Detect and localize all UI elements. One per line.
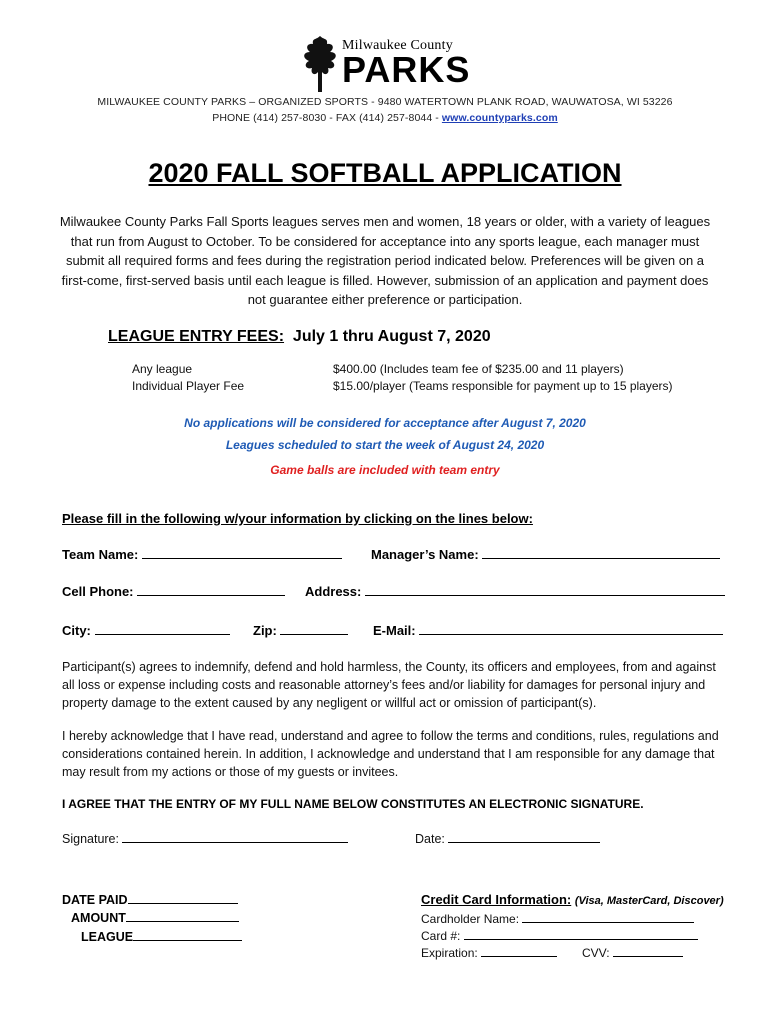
intro-paragraph: Milwaukee County Parks Fall Sports leagues serves men and women, 18 years or older, with a variety of leagues that run from August to October. To be considered for acceptance into any sports league, each manager must submit all required forms and fees during the registration period indicated below. Preferences will be given on a first-come, first-served basis until each league is filled. However, submission of an application and payment does not guarantee either preference or participation. <box>59 214 711 308</box>
date-paid-label: DATE PAID <box>62 893 128 907</box>
city-input[interactable] <box>95 623 230 635</box>
signature-input[interactable] <box>122 831 348 843</box>
team-name-input[interactable] <box>142 547 342 559</box>
website-link[interactable]: www.countyparks.com <box>441 112 558 124</box>
cardholder-label: Cardholder Name: <box>421 912 520 926</box>
city-field <box>62 623 230 638</box>
game-balls-note: Game balls are included with team entry <box>270 463 500 477</box>
fee-label-player: Individual Player Fee <box>132 379 245 393</box>
email-input[interactable] <box>419 623 723 635</box>
phone-fax-text: PHONE (414) 257-8030 - FAX (414) 257-8044 - <box>212 112 442 124</box>
form-instructions: Please fill in the following w/your information by clicking on the lines below: <box>62 511 533 526</box>
address-line: MILWAUKEE COUNTY PARKS – ORGANIZED SPORTS - 9480 WATERTOWN PLANK ROAD, WAUWATOSA, WI 53226 <box>97 96 673 108</box>
fee-value-player: $15.00/player (Teams responsible for payment up to 15 players) <box>333 379 673 393</box>
date-paid-input[interactable] <box>128 892 238 904</box>
deadline-note: No applications will be considered for acceptance after August 7, 2020 <box>184 416 586 430</box>
esignature-statement: I AGREE THAT THE ENTRY OF MY FULL NAME BELOW CONSTITUTES AN ELECTRONIC SIGNATURE. <box>62 797 644 811</box>
cvv-label: CVV: <box>582 946 610 960</box>
team-name-label: Team Name: <box>62 547 139 562</box>
amount-input[interactable] <box>126 910 239 922</box>
zip-label: Zip: <box>253 623 277 638</box>
cell-phone-field <box>62 584 285 599</box>
card-number-label: Card #: <box>421 929 461 943</box>
signature-label: Signature: <box>62 832 119 846</box>
credit-card-heading-label: Credit Card Information: <box>421 892 572 907</box>
cardholder-field <box>421 911 694 926</box>
cell-phone-label: Cell Phone: <box>62 584 134 599</box>
fees-dates: July 1 thru August 7, 2020 <box>292 328 491 345</box>
phone-line <box>0 112 770 124</box>
acknowledge-paragraph: I hereby acknowledge that I have read, understand and agree to follow the terms and conditions, rules, regulations and considerations contained herein. In addition, I acknowledge and understand that I am responsible for any damage that may result from my actions or those of my guests or invitees. <box>62 729 719 779</box>
league-label: LEAGUE <box>81 930 134 944</box>
parks-logo <box>300 34 470 96</box>
zip-field <box>253 623 348 638</box>
email-field <box>373 623 723 638</box>
manager-name-field <box>371 547 720 562</box>
logo-big-text: PARKS <box>342 49 471 90</box>
league-input[interactable] <box>133 929 242 941</box>
indemnify-paragraph: Participant(s) agrees to indemnify, defend and hold harmless, the County, its officers and employees, from and against all loss or expense including costs and reasonable attorney’s fees and/or liability for damages for personal injury and property damage to the extent caused by any negligent or willful act or omission of participant(s). <box>62 660 716 710</box>
city-label: City: <box>62 623 91 638</box>
signature-field <box>62 831 348 846</box>
fee-value-league: $400.00 (Includes team fee of $235.00 and 11 players) <box>333 362 624 376</box>
manager-name-label: Manager’s Name: <box>371 547 479 562</box>
amount-label: AMOUNT <box>71 911 126 925</box>
manager-name-input[interactable] <box>482 547 720 559</box>
page-title: 2020 FALL SOFTBALL APPLICATION <box>148 158 622 188</box>
fees-heading <box>108 328 491 346</box>
cell-phone-input[interactable] <box>137 584 285 596</box>
cardholder-input[interactable] <box>522 911 694 923</box>
date-paid-field <box>62 892 238 907</box>
credit-card-heading <box>421 892 724 907</box>
cvv-input[interactable] <box>613 945 683 957</box>
expiration-field <box>421 945 557 960</box>
fee-label-league: Any league <box>132 362 193 376</box>
address-label: Address: <box>305 584 362 599</box>
address-field <box>305 584 725 599</box>
expiration-input[interactable] <box>481 945 557 957</box>
date-field <box>415 831 600 846</box>
oak-leaf-icon <box>300 34 340 94</box>
email-label: E-Mail: <box>373 623 416 638</box>
fees-heading-label: LEAGUE ENTRY FEES: <box>108 328 285 345</box>
schedule-note: Leagues scheduled to start the week of August 24, 2020 <box>225 438 545 452</box>
date-input[interactable] <box>448 831 600 843</box>
card-number-field <box>421 928 698 943</box>
cvv-field <box>582 945 683 960</box>
team-name-field <box>62 547 342 562</box>
card-number-input[interactable] <box>464 928 698 940</box>
league-field <box>81 929 242 944</box>
accepted-cards: (Visa, MasterCard, Discover) <box>574 895 724 907</box>
logo-small-text: Milwaukee County <box>342 38 453 53</box>
zip-input[interactable] <box>280 623 348 635</box>
date-label: Date: <box>415 832 445 846</box>
amount-field <box>71 910 239 925</box>
address-input[interactable] <box>365 584 725 596</box>
expiration-label: Expiration: <box>421 946 478 960</box>
